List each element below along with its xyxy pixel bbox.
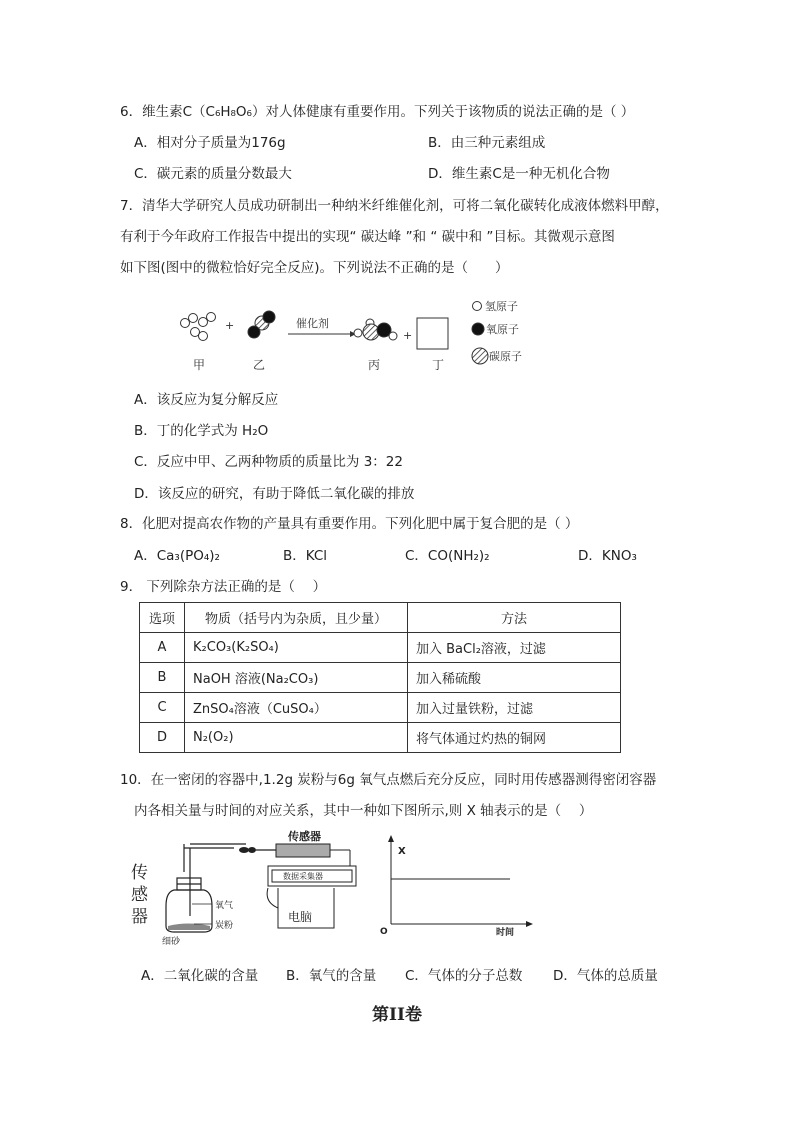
bottle: [166, 844, 246, 932]
sand-label: 细砂: [162, 937, 181, 947]
catalyst-label: 催化剂: [296, 317, 329, 330]
q6-option-d: D．维生素C是一种无机化合物: [428, 166, 610, 182]
q7-stem-line-2: 有利于今年政府工作报告中提出的实现“ 碳达峰 ”和 “ 碳中和 ”目标。其微观示意图: [120, 229, 615, 245]
table-row: [140, 693, 621, 723]
plus-sign-1: +: [225, 319, 235, 332]
product-ding-box: [417, 318, 448, 349]
row-b-method: 加入稀硫酸: [408, 663, 621, 693]
data-collector-label: 数据采集器: [283, 872, 323, 881]
q10-stem-line-1: 10．在一密闭的容器中,1.2g 炭粉与6g 氧气点燃后充分反应，同时用传感器测得密闭容器: [120, 772, 657, 788]
x-axis-label: 时间: [496, 928, 515, 938]
x-axis-arrow: [526, 921, 533, 927]
label-yi: 乙: [253, 358, 266, 372]
label-bing: 丙: [368, 358, 381, 372]
q9-table: [139, 602, 621, 753]
section-title: 第II卷: [372, 1005, 422, 1025]
sensor-left-char-1: 传: [131, 863, 148, 883]
row-a-substance: K₂CO₃(K₂SO₄): [185, 633, 408, 663]
q8-option-d: D．KNO₃: [578, 548, 637, 564]
legend-hydrogen-icon: [473, 302, 482, 311]
legend-oxygen: 氧原子: [486, 323, 519, 336]
q6-option-c: C．碳元素的质量分数最大: [134, 166, 292, 182]
q10-option-b: B．氧气的含量: [286, 968, 377, 984]
row-c-method: 加入过量铁粉，过滤: [408, 693, 621, 723]
oxygen-label: 氧气: [215, 901, 234, 911]
legend-hydrogen: 氢原子: [485, 300, 518, 313]
q10-stem-line-2: 内各相关量与时间的对应关系，其中一种如下图所示,则 X 轴表示的是（ ）: [134, 803, 593, 819]
origin-label: O: [380, 927, 388, 937]
q8-option-a: A．Ca₃(PO₄)₂: [134, 548, 220, 564]
row-d-substance: N₂(O₂): [185, 723, 408, 753]
row-d-option: D: [140, 723, 185, 753]
q10-option-d: D．气体的总质量: [553, 968, 658, 984]
q7-reaction-diagram: [170, 292, 570, 382]
reactant-jia-molecules: [181, 313, 216, 341]
row-a-method: 加入 BaCl₂溶液，过滤: [408, 633, 621, 663]
tube-connector: [239, 847, 249, 853]
q6-option-b: B．由三种元素组成: [428, 135, 546, 151]
header-option: 选项: [140, 603, 185, 633]
table-row: [140, 663, 621, 693]
q8-option-c: C．CO(NH₂)₂: [405, 548, 490, 564]
row-c-option: C: [140, 693, 185, 723]
sensor-left-char-3: 器: [131, 907, 148, 927]
legend-carbon-icon: [472, 348, 488, 364]
computer-label: 电脑: [288, 910, 313, 924]
row-a-option: A: [140, 633, 185, 663]
header-substance: 物质（括号内为杂质，且少量）: [185, 603, 408, 633]
plus-sign-2: +: [403, 329, 413, 342]
q7-option-a: A．该反应为复分解反应: [134, 392, 279, 408]
reaction-arrow: [288, 331, 356, 337]
sensor-left-char-2: 感: [131, 885, 148, 905]
q6-stem: 6．维生素C（C₆H₈O₆）对人体健康有重要作用。下列关于该物质的说法正确的是（ ）: [120, 104, 635, 120]
q7-option-b: B．丁的化学式为 H₂O: [134, 423, 269, 439]
q10-option-c: C．气体的分子总数: [405, 968, 523, 984]
row-c-substance: ZnSO₄溶液（CuSO₄）: [185, 693, 408, 723]
q7-option-c: C．反应中甲、乙两种物质的质量比为 3：22: [134, 454, 403, 470]
q10-graph: [372, 834, 540, 942]
q7-stem-line-1: 7．清华大学研究人员成功研制出一种纳米纤维催化剂，可将二氧化碳转化成液体燃料甲醇，: [120, 198, 669, 214]
q7-stem-line-3: 如下图(图中的微粒恰好完全反应)。下列说法不正确的是（ ）: [120, 260, 509, 276]
product-bing-molecule: [354, 319, 397, 340]
row-b-option: B: [140, 663, 185, 693]
q10-option-a: A．二氧化碳的含量: [141, 968, 259, 984]
carbon-powder-label: 炭粉: [215, 921, 234, 931]
bottle-sand: [168, 924, 210, 931]
sensor-box: [276, 844, 330, 857]
table-header-row: [140, 603, 621, 633]
label-jia: 甲: [193, 358, 206, 372]
row-d-method: 将气体通过灼热的铜网: [408, 723, 621, 753]
q9-stem: 9． 下列除杂方法正确的是（ ）: [120, 579, 327, 595]
legend-oxygen-icon: [472, 323, 484, 335]
table-row: [140, 723, 621, 753]
reactant-yi-molecules: [248, 311, 275, 338]
header-method: 方法: [408, 603, 621, 633]
y-axis-arrow: [388, 835, 394, 842]
row-b-substance: NaOH 溶液(Na₂CO₃): [185, 663, 408, 693]
q8-stem: 8．化肥对提高农作物的产量具有重要作用。下列化肥中属于复合肥的是（ ）: [120, 516, 579, 532]
label-ding: 丁: [432, 358, 445, 372]
q8-option-b: B．KCl: [283, 548, 328, 564]
y-axis-label: X: [398, 846, 406, 857]
legend-carbon: 碳原子: [489, 350, 522, 363]
table-row: [140, 633, 621, 663]
q7-option-d: D．该反应的研究，有助于降低二氧化碳的排放: [134, 486, 415, 502]
q6-option-a: A．相对分子质量为176g: [134, 135, 286, 151]
q10-apparatus-diagram: [128, 828, 368, 950]
sensor-top-label: 传感器: [288, 830, 321, 843]
